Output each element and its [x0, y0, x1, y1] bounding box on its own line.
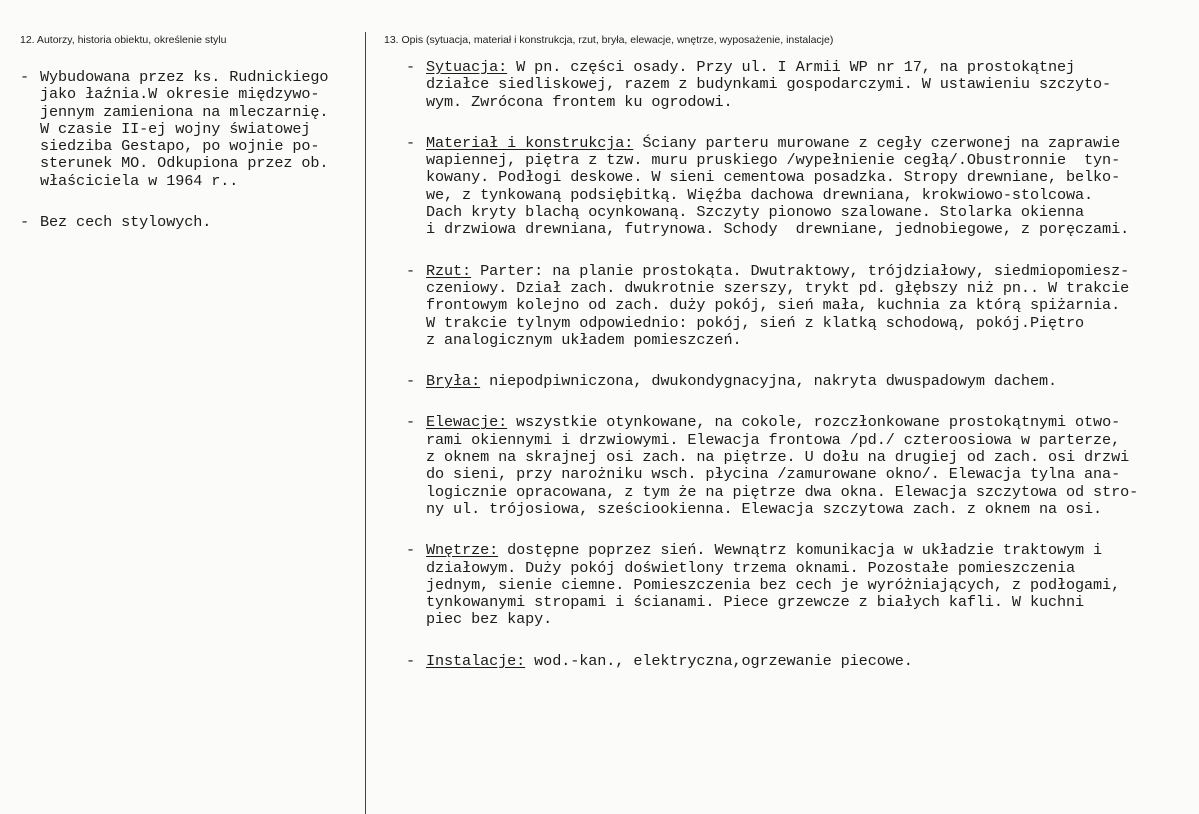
text-line: jako łaźnia.W okresie międzywo- [40, 85, 320, 104]
entry-first-text: wod.-kan., elektryczna,ogrzewanie piecowe. [525, 651, 913, 670]
description-column [406, 59, 1196, 694]
bullet-dash: - [406, 651, 416, 670]
text-line: z analogicznym układem pomieszczeń. [426, 330, 742, 349]
text-line: jennym zamieniona na mleczarnię. [40, 102, 329, 121]
text-line: siedziba Gestapo, po wojnie po- [40, 137, 320, 156]
history-column [20, 69, 360, 255]
text-line: działowym. Duży pokój doświetlony trzema oknami. Pozostałe pomieszczenia [426, 558, 1076, 577]
text-line: W czasie II-ej wojny światowej [40, 119, 311, 138]
entry-first-text: wszystkie otynkowane, na cokole, rozczłonkowane prostokątnymi otwo- [507, 413, 1121, 432]
bullet-dash: - [406, 413, 416, 432]
history-entry [20, 69, 360, 190]
text-line: wym. Zwrócona frontem ku ogrodowi. [426, 92, 733, 111]
column-divider [365, 32, 366, 814]
description-entry [406, 59, 1196, 111]
entry-term: Wnętrze: [426, 541, 499, 560]
text-line: Wybudowana przez ks. Rudnickiego [40, 68, 329, 86]
text-line: piec bez kapy. [426, 610, 553, 629]
entry-first-text: Parter: na planie prostokąta. Dwutraktowy, trójdziałowy, siedmiopomiesz- [471, 261, 1130, 280]
bullet-dash: - [20, 68, 30, 86]
text-line: czeniowy. Dział zach. dwukrotnie szerszy, trykt pd. głębszy niż pn.. W trakcie [426, 278, 1130, 297]
text-line: rami okiennymi i drzwiowymi. Elewacja frontowa /pd./ czteroosiowa w parterze, [426, 430, 1121, 449]
entry-term: Elewacje: [426, 413, 508, 432]
bullet-dash: - [406, 261, 416, 280]
entry-first-line [426, 653, 1196, 670]
description-entry [406, 414, 1196, 518]
entry-first-text: W pn. części osady. Przy ul. I Armii WP nr 17, na prostokątnej [507, 58, 1076, 76]
entry-term: Sytuacja: [426, 58, 508, 76]
text-line: z oknem na skrajnej osi zach. na piętrze. U dołu na drugiej od zach. osi drzwi [426, 448, 1130, 467]
entry-first-line [426, 135, 1196, 152]
entry-first-line [426, 373, 1196, 390]
description-entry [406, 542, 1196, 628]
description-entry [406, 373, 1196, 390]
text-line: kowany. Podłogi deskowe. W sieni cementowa posadzka. Stropy drewniane, belko- [426, 168, 1121, 187]
entry-term: Rzut: [426, 261, 472, 280]
text-line: wapiennej, piętra z tzw. muru pruskiego /wypełnienie cegłą/.Obustronnie tyn- [426, 151, 1121, 170]
entry-first-text: Ściany parteru murowane z cegły czerwonej na zaprawie [633, 133, 1121, 152]
bullet-dash: - [406, 58, 416, 76]
entry-first-line [426, 542, 1196, 559]
text-line: we, z tynkowaną podsiębitką. Więźba dachowa drewniana, krokwiowo-stolcowa. [426, 185, 1094, 204]
text-line: frontowym kolejno od zach. duży pokój, sień mała, kuchnia za którą spiżarnia. [426, 296, 1121, 315]
bullet-dash: - [406, 133, 416, 152]
text-line: Bez cech stylowych. [40, 213, 212, 232]
text-line: i drzwiowa drewniana, futrynowa. Schody drewniane, jednobiegowe, z poręczami. [426, 220, 1130, 239]
entry-first-line [426, 414, 1196, 431]
description-entry [406, 653, 1196, 670]
text-line: działce siedliskowej, razem z budynkami gospodarczymi. W ustawieniu szczyto- [426, 75, 1112, 94]
entry-term: Instalacje: [426, 651, 526, 670]
entry-first-text: dostępne poprzez sień. Wewnątrz komunikacja w układzie traktowym i [498, 541, 1103, 560]
entry-first-line [426, 263, 1196, 280]
entry-term: Materiał i konstrukcja: [426, 133, 634, 152]
entry-term: Bryła: [426, 372, 481, 391]
section-13-header: 13. Opis (sytuacja, materiał i konstrukcja, rzut, bryła, elewacje, wnętrze, wyposażenie, instalacje) [384, 34, 834, 46]
history-entry [20, 214, 360, 231]
description-entry [406, 135, 1196, 239]
section-12-header: 12. Autorzy, historia obiektu, określenie stylu [20, 34, 227, 46]
text-line: logicznie opracowana, z tym że na piętrze dwa okna. Elewacja szczytowa od stro- [426, 482, 1139, 501]
bullet-dash: - [406, 372, 416, 391]
text-line: sterunek MO. Odkupiona przez ob. [40, 154, 329, 173]
text-line: tynkowanymi stropami i ścianami. Piece grzewcze z białych kafli. W kuchni [426, 593, 1085, 612]
entry-first-text: niepodpiwniczona, dwukondygnacyjna, nakryta dwuspadowym dachem. [480, 372, 1057, 391]
text-line: W trakcie tylnym odpowiednio: pokój, sień z klatką schodową, pokój.Piętro [426, 313, 1085, 332]
description-entry [406, 263, 1196, 349]
text-line: Dach kryty blachą ocynkowaną. Szczyty pionowo szalowane. Stolarka okienna [426, 203, 1085, 222]
text-line: do sieni, przy narożniku wsch. płycina /zamurowane okno/. Elewacja tylna ana- [426, 465, 1121, 484]
text-line: jednym, sienie ciemne. Pomieszczenia bez cech je wyróżniających, z podłogami, [426, 575, 1121, 594]
bullet-dash: - [406, 541, 416, 560]
text-line: właściciela w 1964 r.. [40, 171, 239, 190]
bullet-dash: - [20, 213, 30, 232]
entry-first-line [426, 59, 1196, 76]
text-line: ny ul. trójosiowa, sześciookienna. Elewacja szczytowa zach. z oknem na osi. [426, 499, 1103, 518]
